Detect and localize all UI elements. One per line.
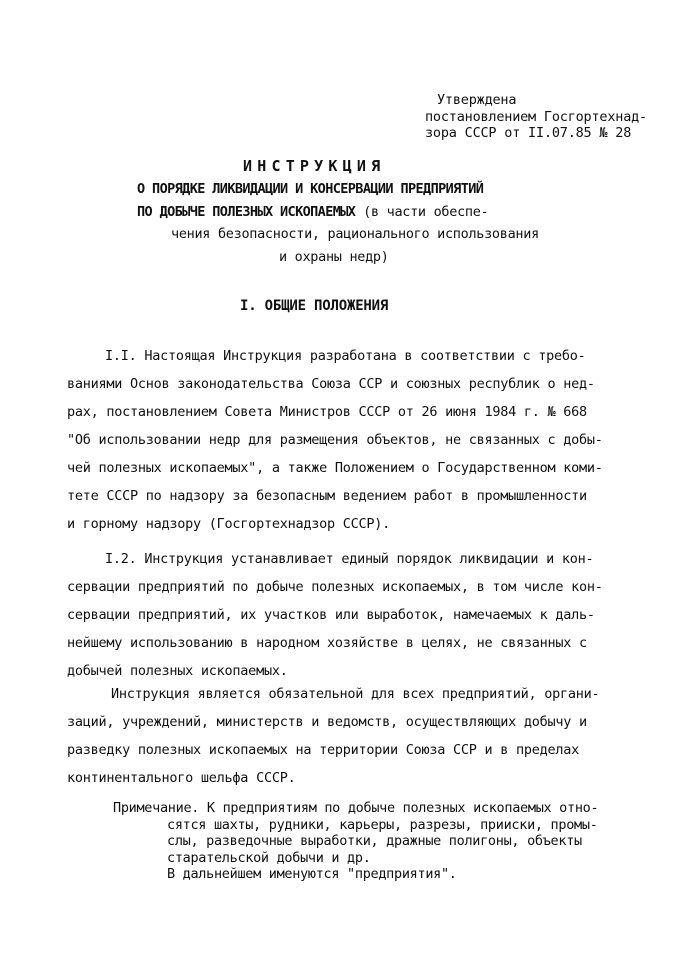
paragraph-line: заций, учреждений, министерств и ведомств, осуществляющих добычу и <box>67 714 587 730</box>
paragraph-line: сервации предприятий, их участков или выработок, намечаемых к даль- <box>67 607 595 623</box>
approval-line-1: Утверждена <box>437 92 517 108</box>
document-subtitle <box>137 178 539 268</box>
paragraph-3 <box>67 680 682 792</box>
paragraph-line: разведку полезных ископаемых на территории Союза ССР и в пределах <box>67 742 580 758</box>
subtitle-line-2-rest: (в части обеспе- <box>355 203 489 220</box>
subtitle-line-1: О ПОРЯДКЕ ЛИКВИДАЦИИ И КОНСЕРВАЦИИ ПРЕДПРИЯТИЙ <box>137 181 484 197</box>
note-line: Примечание. К предприятиям по добыче полезных ископаемых отно- <box>113 800 599 816</box>
paragraph-line: и горному надзору (Госгортехнадзор СССР). <box>67 516 390 532</box>
subtitle-line-3: чения безопасности, рационального использования <box>171 226 539 242</box>
paragraph-line: добычей полезных ископаемых. <box>67 663 288 679</box>
subtitle-line-4: и охраны недр) <box>279 248 389 265</box>
section-heading: I. ОБЩИЕ ПОЛОЖЕНИЯ <box>240 298 389 314</box>
note-line: сятся шахты, рудники, карьеры, разрезы, прииски, промы- <box>167 816 598 833</box>
paragraph-line: континентального шельфа СССР. <box>67 770 296 786</box>
note-line: старательской добычи и др. <box>167 849 371 866</box>
paragraph-line: ваниями Основ законодательства Союза ССР и союзных республик о нед- <box>67 376 595 392</box>
note-line: В дальнейшем именуются "предприятия". <box>167 866 457 882</box>
paragraph-line: Инструкция является обязательной для всех предприятий, органи- <box>111 686 600 702</box>
approval-line-2: постановлением Госгортехнад- <box>425 109 647 125</box>
paragraph-line: чей полезных ископаемых", а также Положением о Государственном коми- <box>67 460 603 476</box>
paragraph-line: тете СССР по надзору за безопасным ведением работ в промышленности <box>67 488 587 504</box>
paragraph-line: "Об использовании недр для размещения объектов, не связанных с добы- <box>67 432 603 448</box>
note-block <box>113 800 598 883</box>
paragraph-line: сервации предприятий по добыче полезных ископаемых, в том числе кон- <box>67 579 603 595</box>
document-title: ИНСТРУКЦИЯ <box>243 157 386 175</box>
subtitle-line-2-bold: ПО ДОБЫЧЕ ПОЛЕЗНЫХ ИСКОПАЕМЫХ <box>137 203 356 220</box>
paragraph-line: I.2. Инструкция устанавливает единый порядок ликвидации и кон- <box>105 551 594 567</box>
paragraph-line: рах, постановлением Совета Министров СССР от 26 июня 1984 г. № 668 <box>67 404 587 420</box>
paragraph-1 <box>67 342 682 538</box>
approval-stamp <box>425 92 685 141</box>
subtitle-line-2 <box>137 201 539 224</box>
approval-line-3: зора СССР от II.07.85 № 28 <box>425 125 632 141</box>
paragraph-line: I.I. Настоящая Инструкция разработана в соответствии с требо- <box>105 348 586 364</box>
note-line: слы, разведочные выработки, дражные полигоны, объекты <box>167 833 582 849</box>
paragraph-line: нейшему использованию в народном хозяйстве в целях, не связанных с <box>67 635 587 651</box>
paragraph-2 <box>67 545 682 685</box>
